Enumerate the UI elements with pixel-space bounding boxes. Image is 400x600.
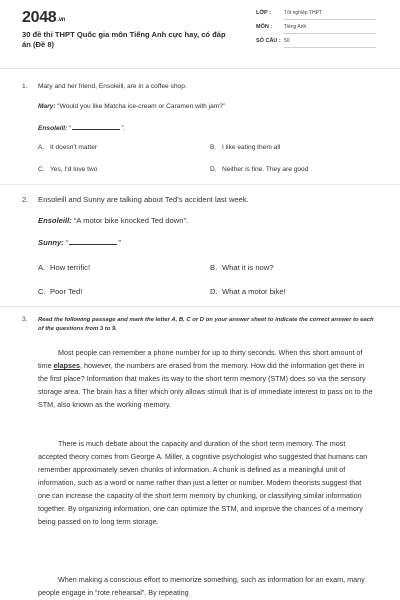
question-divider (0, 184, 400, 185)
option-c[interactable] (38, 166, 97, 173)
option-text: Yes, I’d love two (50, 166, 98, 173)
document-header (0, 0, 400, 66)
answer-blank (72, 123, 120, 130)
speaker-name: Ensoleill: (38, 216, 72, 225)
dialogue-line-2 (38, 238, 121, 247)
option-b[interactable] (210, 144, 280, 151)
logo-suffix: .vn (57, 17, 66, 23)
question-prompt: Mary and her friend, Ensoleill, are in a coffee shop. (38, 83, 187, 90)
question-number: 1. (22, 83, 28, 90)
speaker-name: Ensoleill: (38, 125, 68, 132)
option-text: What a motor bike! (222, 287, 286, 296)
question-divider (0, 306, 400, 307)
meta-value: 50 (284, 38, 376, 48)
question-number: 2. (22, 195, 29, 204)
option-text: How terrific! (50, 263, 91, 272)
quote-close: ”. (121, 125, 126, 132)
question-prompt: Ensoleill and Sunny are talking about Ted’s accident last week. (38, 195, 249, 204)
meta-key: MÔN : (256, 24, 273, 30)
option-text: It doesn't matter (50, 144, 98, 151)
dialogue-line-1 (38, 216, 188, 225)
meta-key: LỚP : (256, 10, 271, 16)
meta-value: Tiếng Anh (284, 24, 376, 34)
option-letter: D. (210, 166, 217, 173)
passage-paragraph-2 (38, 437, 373, 528)
document-title: 30 đề thi THPT Quốc gia môn Tiếng Anh cực hay, có đáp án (Đề 8) (22, 30, 226, 49)
site-logo[interactable] (22, 9, 65, 27)
paragraph-text: , however, the numbers are erased from the memory. How did the information get there in the first place? Information that makes its way to the short term memory (STM) does so via the sensory storage area. The brain has a filter which only allows stimuli that is of immediate interest to pass on to the STM, also known as the working memory. (38, 361, 373, 409)
quote-open: “ (63, 238, 69, 247)
option-letter: A. (38, 263, 46, 272)
option-text: Poor Ted! (50, 287, 83, 296)
passage-paragraph-1 (38, 346, 373, 411)
answer-blank (69, 238, 117, 245)
dialogue-line-1 (38, 103, 225, 110)
logo-text: 2048 (22, 9, 57, 26)
paragraph-text: Most people can remember a phone number for up to thirty seconds. When this short amount of time (38, 348, 363, 370)
speaker-name: Mary: (38, 103, 56, 110)
option-letter: B. (210, 263, 218, 272)
option-c[interactable] (38, 287, 82, 296)
option-text: What it is now? (222, 263, 274, 272)
option-letter: A. (38, 144, 45, 151)
option-text: Neither is fine. They are good (222, 166, 309, 173)
option-a[interactable] (38, 263, 90, 272)
underlined-word: elapses (53, 361, 80, 370)
meta-key: SỐ CÂU : (256, 38, 281, 44)
meta-row-class (256, 10, 376, 24)
question-number: 3. (22, 316, 28, 323)
header-divider (0, 68, 400, 69)
option-letter: B. (210, 144, 217, 151)
option-letter: D. (210, 287, 218, 296)
option-text: I like eating them all (222, 144, 281, 151)
option-d[interactable] (210, 287, 286, 296)
quote-open: “ (67, 125, 72, 132)
option-letter: C. (38, 166, 45, 173)
speaker-name: Sunny: (38, 238, 64, 247)
meta-value: Tốt nghiệp THPT (284, 10, 376, 20)
document-meta (256, 10, 376, 52)
passage-paragraph-3 (38, 573, 373, 599)
paragraph-text: There is much debate about the capacity and duration of the short term memory. The most accepted theory comes from George A. Miller, a cognitive psychologist who suggested that humans can remember approximately seven chunks of information. A chunk is defined as a meaningful unit of information, such as a word or name rather than just a letter or number. Modern theorists suggest that one can increase the capacity of the short term memory by chunking, or classifying similar information together. By organizing information, one can optimize the STM, and improve the chances of a memory being passed on to long term storage. (38, 439, 368, 526)
meta-row-count (256, 38, 376, 52)
dialogue-text: “A motor bike knocked Ted down”. (71, 216, 189, 225)
dialogue-text: “Would you like Matcha ice-cream or Caramen with jam?” (55, 103, 226, 110)
quote-close: ” (118, 238, 121, 247)
dialogue-line-2 (38, 123, 125, 132)
option-b[interactable] (210, 263, 274, 272)
paragraph-text: When making a conscious effort to memorize something, such as information for an exam, many people engage in “rote rehearsal”. By repeating (38, 575, 365, 597)
option-letter: C. (38, 287, 46, 296)
option-d[interactable] (210, 166, 308, 173)
meta-row-subject (256, 24, 376, 38)
option-a[interactable] (38, 144, 97, 151)
question-instruction: Read the following passage and mark the letter A, B, C or D on your answer sheet to indicate the correct answer to each of the questions from 3 to 9. (38, 317, 374, 332)
